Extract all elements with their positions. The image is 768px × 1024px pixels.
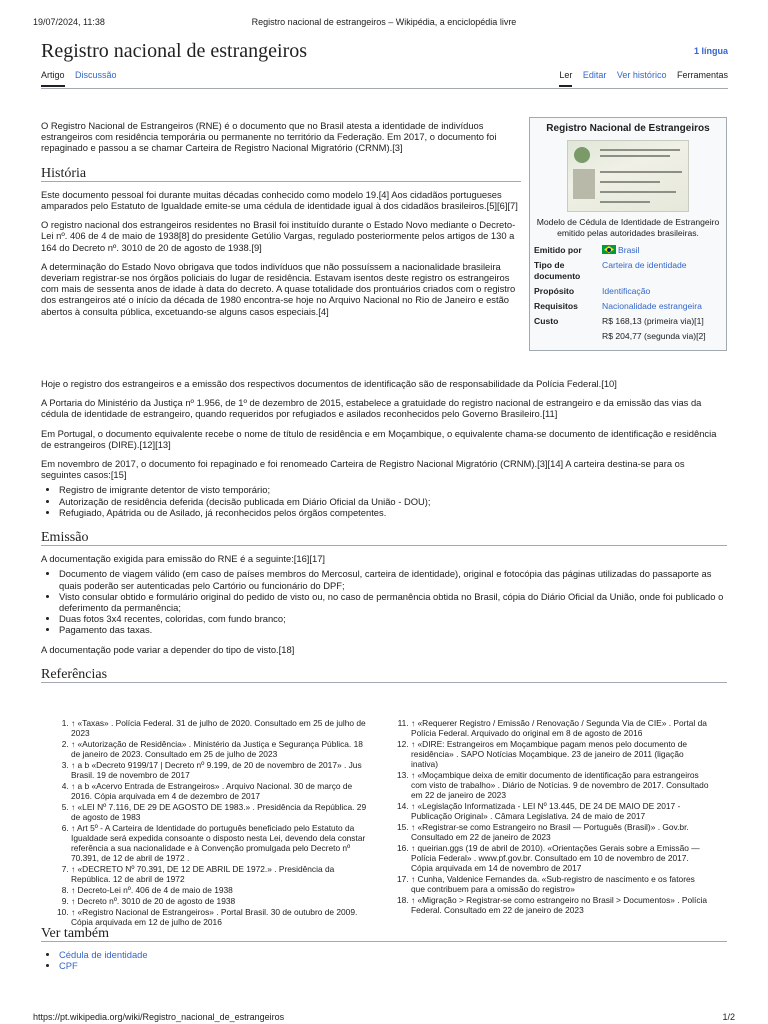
- print-doc-title: Registro nacional de estrangeiros – Wikipédia, a enciclopédia livre: [251, 17, 517, 27]
- list-item: • Pagamento das taxas.: [59, 624, 727, 635]
- list-item: • Refugiado, Apátrida ou de Asilado, já reconhecidos pelos órgãos competentes.: [59, 507, 727, 518]
- infobox-table: [534, 243, 722, 344]
- infobox-caption: Modelo de Cédula de Identidade de Estrangeiro emitido pelas autoridades brasileiras.: [536, 217, 720, 238]
- historia-paragraph: Em Portugal, o documento equivalente recebe o nome de título de residência e em Moçambique, o equivalente chama-se documento de identificação e residência de estrangeiros (DIRE).[12][13]: [41, 427, 717, 450]
- historia-paragraph: A determinação do Estado Novo obrigava que todos indivíduos que não possuíssem a nacionalidade brasileira deveriam registrar-se nos órgãos policiais do lugar de residência. Estavam isentos deste registro os estrangeiros com mais de sessenta anos de idade à data do decreto. A quase totalidade dos prontuários criados com o registro dos estrangeiros até o início da década de 1980 encontra-se hoje no Arquivo Nacional no Rio de Janeiro e estão abertos à consulta pública, excetuando-se alguns casos especiais.[4]: [41, 260, 516, 317]
- infobox-row: [534, 314, 722, 329]
- infobox-row: [534, 284, 722, 299]
- reference-item[interactable]: 17. ↑ Cunha, Valdenice Fernandes da. «Sub-registro de nascimento e os fatores que contribuem para a omissão do registro»: [411, 874, 711, 894]
- infobox-key: Custo: [534, 316, 559, 326]
- tab-discussion[interactable]: Discussão: [75, 70, 117, 80]
- list-item: • Registro de imigrante detentor de visto temporário;: [59, 484, 727, 495]
- reference-item[interactable]: 18. ↑ «Migração > Registrar-se como estrangeiro no Brasil > Documentos» . Polícia Federal. Consultado em 22 de janeiro de 2023: [411, 895, 711, 915]
- reference-item[interactable]: 8. ↑ Decreto-Lei nº. 406 de 4 de maio de 1938: [71, 885, 371, 895]
- reference-item[interactable]: 4. ↑ a b «Acervo Entrada de Estrangeiros» . Arquivo Nacional. 30 de março de 2016. Cópia arquivada em 4 de dezembro de 2017: [71, 781, 371, 801]
- reference-item[interactable]: 15. ↑ «Registrar-se como Estrangeiro no Brasil — Português (Brasil)» . Gov.br. Consultado em 22 de janeiro de 2023: [411, 822, 711, 842]
- tab-edit[interactable]: Editar: [582, 70, 607, 80]
- references-column-right: [381, 718, 711, 916]
- reference-item[interactable]: 1. ↑ «Taxas» . Polícia Federal. 31 de julho de 2020. Consultado em 25 de julho de 2023: [71, 718, 371, 738]
- historia-paragraph: O registro nacional dos estrangeiros residentes no Brasil foi instituído durante o Estado Novo mediante o Decreto-Lei nº. 406 de 4 de maio de 1938[8] do presidente Getúlio Vargas, regulado posteriormente pelos artigos de 130 a 164 do Decreto nº. 3010 de 20 de agosto de 1938.[9]: [41, 219, 516, 253]
- see-also-link-text[interactable]: CPF: [59, 960, 78, 972]
- tab-tools[interactable]: Ferramentas: [676, 70, 728, 80]
- reference-item[interactable]: 14. ↑ «Legislação Informatizada - LEI Nº 13.445, DE 24 DE MAIO DE 2017 - Publicação Original» . Câmara Legislativa. 24 de maio de 2017: [411, 801, 711, 821]
- tab-read[interactable]: Ler: [559, 70, 572, 87]
- article-body-full: [41, 378, 727, 690]
- infobox-value[interactable]: Carteira de identidade: [602, 260, 687, 270]
- print-page-number: 1/2: [722, 1012, 735, 1022]
- page-title: Registro nacional de estrangeiros: [41, 40, 308, 62]
- list-item: • Autorização de residência deferida (decisão publicada em Diário Oficial da União - DOU);: [59, 496, 727, 507]
- card-line: [600, 201, 650, 203]
- see-also-link-text[interactable]: Cédula de identidade: [59, 949, 148, 961]
- see-also-link[interactable]: [59, 960, 727, 971]
- print-url: https://pt.wikipedia.org/wiki/Registro_nacional_de_estrangeiros: [33, 1012, 285, 1022]
- article-body: [41, 120, 521, 325]
- reference-item[interactable]: 11. ↑ «Requerer Registro / Emissão / Renovação / Segunda Via de CIE» . Portal da Polícia Federal. Arquivado do original em 8 de agosto de 2016: [411, 718, 711, 738]
- emissao-paragraph: A documentação pode variar a depender do tipo de visto.[18]: [41, 643, 295, 655]
- historia-paragraph: A Portaria do Ministério da Justiça nº 1.956, de 1º de dezembro de 2015, estabelece a gratuidade do registro nacional de estrangeiro e da emissão das vias da cédula de identidade de estrangeiro, quando requeridos por refugiados e asilados reconhecidos pelo Governo Brasileiro.[11]: [41, 397, 702, 420]
- section-heading-emissao: Emissão: [41, 532, 727, 546]
- infobox-row: [534, 258, 722, 284]
- card-line: [600, 149, 680, 151]
- section-heading-referencias: Referências: [41, 669, 727, 683]
- historia-list: [41, 484, 727, 518]
- reference-item[interactable]: 10. ↑ «Registro Nacional de Estrangeiros» . Portal Brasil. 30 de outubro de 2009. Cópia arquivada em 12 de julho de 2016: [71, 907, 371, 927]
- card-line: [600, 171, 682, 173]
- reference-item[interactable]: 12. ↑ «DIRE: Estrangeiros em Moçambique pagam menos pelo documento de residência» . SAPO Notícias Moçambique. 23 de janeiro de 2011 (ligação inativa): [411, 739, 711, 769]
- reference-item[interactable]: 6. ↑ Art 5º - A Carteira de Identidade do português beneficiado pelo Estatuto da Igualdade será expedida consoante o disposto nesta Lei, devendo dela constar referência a sua nacionalidade e à Convenção promulgada pelo Decreto nº 70.391, de 12 de abril de 1972 .: [71, 823, 371, 863]
- language-selector[interactable]: 1 língua: [693, 46, 728, 56]
- coat-of-arms-icon: [574, 147, 590, 163]
- reference-item[interactable]: 13. ↑ «Moçambique deixa de emitir documento de identificação para estrangeiros com visto de trabalho» . Diário de Notícias. 9 de novembro de 2017. Consultado em 22 de janeiro de 2023: [411, 770, 711, 800]
- references-column-left: [41, 718, 371, 928]
- infobox: [529, 117, 727, 351]
- infobox-row: [534, 329, 722, 344]
- tab-history[interactable]: Ver histórico: [616, 70, 667, 80]
- infobox-value[interactable]: Nacionalidade estrangeira: [602, 301, 702, 311]
- tab-article[interactable]: Artigo: [41, 70, 65, 87]
- brazil-flag-icon: [602, 245, 616, 254]
- card-line: [600, 181, 660, 183]
- infobox-row: [534, 299, 722, 314]
- reference-item[interactable]: 7. ↑ «DECRETO Nº 70.391, DE 12 DE ABRIL DE 1972.» . Presidência da República. 12 de abril de 1972: [71, 864, 371, 884]
- historia-paragraph: Este documento pessoal foi durante muitas décadas conhecido como modelo 19.[4] Aos cidadãos portugueses amparados pelo Estatuto de Igualdade emite-se uma cédula de identidade igual à dos cidadãos brasileiros.[5][6][7]: [41, 188, 518, 212]
- print-datetime: 19/07/2024, 11:38: [33, 17, 105, 27]
- infobox-key: Requisitos: [534, 301, 578, 311]
- card-line: [600, 155, 670, 157]
- infobox-key: [534, 329, 602, 344]
- section-heading-historia: História: [41, 168, 521, 182]
- infobox-value: R$ 168,13 (primeira via)[1]: [602, 316, 704, 326]
- infobox-value-text[interactable]: Brasil: [618, 245, 640, 255]
- infobox-row: [534, 243, 722, 258]
- reference-item[interactable]: 9. ↑ Decreto nº. 3010 de 20 de agosto de 1938: [71, 896, 371, 906]
- see-also-list: [41, 949, 727, 971]
- reference-item[interactable]: 5. ↑ «LEI Nº 7.116, DE 29 DE AGOSTO DE 1983.» . Presidência da República. 29 de agosto de 1983: [71, 802, 371, 822]
- photo-placeholder-icon: [573, 169, 595, 199]
- infobox-title: Registro Nacional de Estrangeiros: [546, 123, 710, 134]
- list-item: • Documento de viagem válido (em caso de países membros do Mercosul, carteira de identidade), original e fotocópia das páginas utilizadas do passaporte as quais poderão ser autenticadas pelo Cartório ou funcionário do DPF;: [59, 568, 727, 590]
- historia-paragraph: Em novembro de 2017, o documento foi repaginado e foi renomeado Carteira de Registro Nacional Migratório (CRNM).[3][14] A carteira destina-se para os seguintes casos:[15]: [41, 458, 685, 481]
- emissao-list: [41, 568, 727, 635]
- see-also: [41, 928, 727, 980]
- intro-paragraph: O Registro Nacional de Estrangeiros (RNE) é o documento que no Brasil atesta a identidade de indivíduos estrangeiros com residência temporária ou permanente no território da Federação. Em 2017, o documento foi repaginado e passou a se chamar Carteira de Registro Nacional Migratório (CRNM).[3]: [41, 120, 497, 154]
- list-item: • Duas fotos 3x4 recentes, coloridas, com fundo branco;: [59, 613, 727, 624]
- print-header: [33, 17, 735, 29]
- infobox-value[interactable]: Identificação: [602, 286, 651, 296]
- reference-item[interactable]: 16. ↑ queirian.ggs (19 de abril de 2010). «Orientações Gerais sobre a Emissão — Polícia Federal» . www.pf.gov.br. Consultado em 10 de novembro de 2017. Cópia arquivada em 14 de novembro de 2017: [411, 843, 711, 873]
- infobox-value[interactable]: [602, 243, 722, 258]
- infobox-key: Propósito: [534, 286, 575, 296]
- reference-item[interactable]: 2. ↑ «Autorização de Residência» . Ministério da Justiça e Segurança Pública. 18 de janeiro de 2023. Consultado em 25 de julho de 2023: [71, 739, 371, 759]
- reference-item[interactable]: 3. ↑ a b «Decreto 9199/17 | Decreto nº 9.199, de 20 de novembro de 2017» . Jus Brasil. 19 de novembro de 2017: [71, 760, 371, 780]
- section-heading-ver-tambem: Ver também: [41, 928, 727, 942]
- infobox-key: Emitido por: [534, 245, 582, 255]
- infobox-value: R$ 204,77 (segunda via)[2]: [602, 331, 706, 341]
- emissao-paragraph: A documentação exigida para emissão do RNE é a seguinte:[16][17]: [41, 553, 326, 565]
- infobox-key: Tipo de documento: [534, 260, 581, 281]
- see-also-link[interactable]: [59, 949, 727, 960]
- historia-paragraph: Hoje o registro dos estrangeiros e a emissão dos respectivos documentos de identificação são de responsabilidade da Polícia Federal.[10]: [41, 378, 617, 389]
- list-item: • Visto consular obtido e formulário original do pedido de visto ou, no caso de permanência obtida no Brasil, cópia do Diário Oficial da União, onde foi publicado o deferimento da permanência;: [59, 591, 727, 613]
- id-card-image[interactable]: [567, 140, 689, 212]
- page-tabs: [41, 70, 728, 89]
- card-line: [600, 191, 676, 193]
